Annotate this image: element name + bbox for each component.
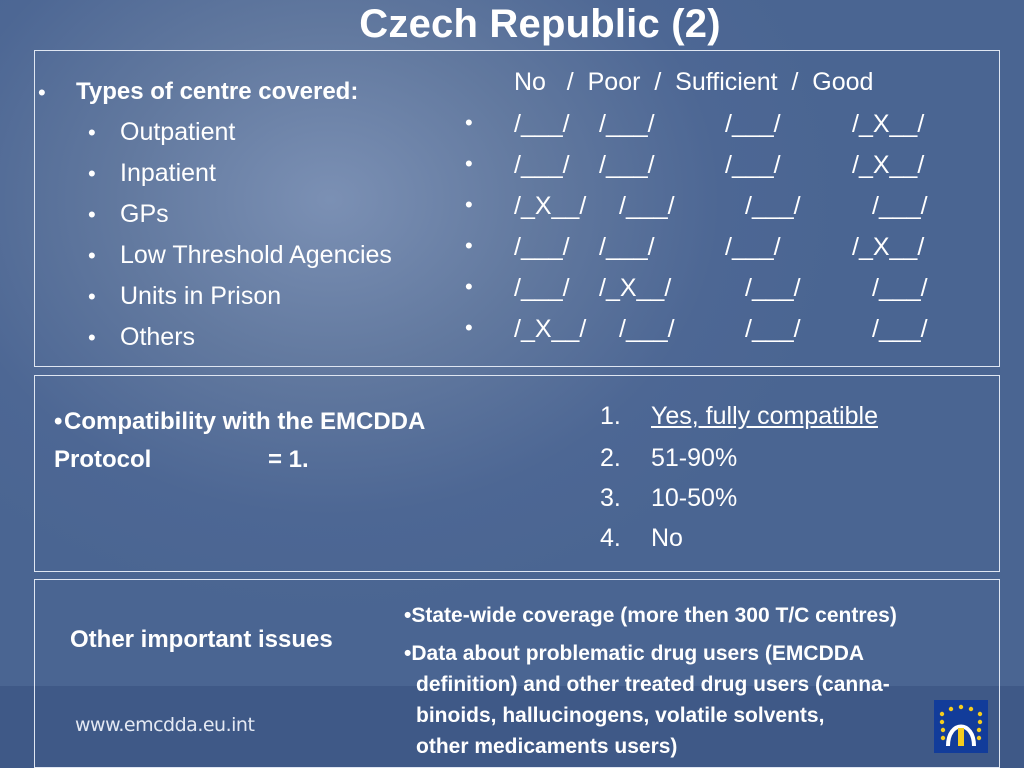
coverage-heading: Types of centre covered: <box>76 78 359 105</box>
option-number: 4. <box>600 524 621 552</box>
rating-cell-good: /_X__/ <box>852 110 925 138</box>
rating-cell-good: /_X__/ <box>852 151 925 179</box>
rating-cell-sufficient: /___/ <box>745 315 801 343</box>
bullet: • <box>465 110 473 135</box>
option-text: Yes, fully compatible <box>651 402 878 430</box>
option-text: 10-50% <box>651 484 738 512</box>
option-text: 51-90% <box>651 444 738 472</box>
issue-item <box>404 638 864 669</box>
rating-cell-poor: /___/ <box>619 315 675 343</box>
compatibility-label: Compatibility with the EMCDDA <box>64 408 426 435</box>
bullet: • <box>404 604 412 627</box>
rating-cell-sufficient: /___/ <box>725 233 781 261</box>
coverage-item-low-threshold: Low Threshold Agencies <box>120 241 392 269</box>
rating-cell-poor: /___/ <box>619 192 675 220</box>
bullet: • <box>465 192 473 217</box>
bullet: • <box>465 151 473 176</box>
other-issues-heading: Other important issues <box>70 626 333 653</box>
coverage-item-gps: GPs <box>120 200 169 228</box>
bullet: • <box>88 325 96 350</box>
rating-cell-sufficient: /___/ <box>745 274 801 302</box>
issue-text-line: binoids, hallucinogens, volatile solvents, <box>416 704 825 727</box>
option-number: 3. <box>600 484 621 512</box>
bullet: • <box>465 315 473 340</box>
rating-cell-no: /_X__/ <box>514 315 587 343</box>
issue-item <box>404 600 897 631</box>
rating-cell-sufficient: /___/ <box>725 110 781 138</box>
rating-cell-no: /___/ <box>514 110 570 138</box>
coverage-item-inpatient: Inpatient <box>120 159 216 187</box>
bullet: • <box>404 642 412 665</box>
emcdda-logo-icon <box>934 700 988 753</box>
option-number: 1. <box>600 402 621 430</box>
rating-cell-no: /___/ <box>514 151 570 179</box>
bullet: • <box>38 80 46 105</box>
option-number: 2. <box>600 444 621 472</box>
coverage-item-prison: Units in Prison <box>120 282 282 310</box>
bullet: • <box>88 161 96 186</box>
coverage-item-outpatient: Outpatient <box>120 118 236 146</box>
rating-cell-good: /___/ <box>872 315 928 343</box>
compatibility-value: = 1. <box>268 446 309 473</box>
rating-cell-poor: /___/ <box>599 110 655 138</box>
emcdda-logo-icon-graphic <box>934 700 988 753</box>
rating-cell-no: /___/ <box>514 233 570 261</box>
rating-cell-no: /___/ <box>514 274 570 302</box>
bullet: • <box>465 274 473 299</box>
ratings-header: No / Poor / Sufficient / Good <box>514 68 874 96</box>
issue-text: State-wide coverage (more then 300 T/C centres) <box>411 604 897 627</box>
bullet: • <box>88 120 96 145</box>
rating-cell-good: /___/ <box>872 192 928 220</box>
bullet: • <box>88 243 96 268</box>
rating-cell-poor: /_X__/ <box>599 274 672 302</box>
issue-text: Data about problematic drug users (EMCDDA <box>411 642 865 665</box>
rating-cell-good: /_X__/ <box>852 233 925 261</box>
rating-cell-no: /_X__/ <box>514 192 587 220</box>
website-url: www.emcdda.eu.int <box>75 714 255 736</box>
bullet: • <box>88 202 96 227</box>
slide-title: Czech Republic (2) <box>359 2 721 46</box>
bullet: • <box>88 284 96 309</box>
bullet: • <box>54 408 63 435</box>
issue-text-line: definition) and other treated drug users (canna- <box>416 673 890 696</box>
rating-cell-good: /___/ <box>872 274 928 302</box>
bullet: • <box>465 233 473 258</box>
option-text: No <box>651 524 683 552</box>
coverage-item-others: Others <box>120 323 196 351</box>
rating-cell-poor: /___/ <box>599 151 655 179</box>
issue-text-line: other medicaments users) <box>416 735 678 758</box>
rating-cell-sufficient: /___/ <box>745 192 801 220</box>
rating-cell-poor: /___/ <box>599 233 655 261</box>
rating-cell-sufficient: /___/ <box>725 151 781 179</box>
protocol-label: Protocol <box>54 446 152 473</box>
